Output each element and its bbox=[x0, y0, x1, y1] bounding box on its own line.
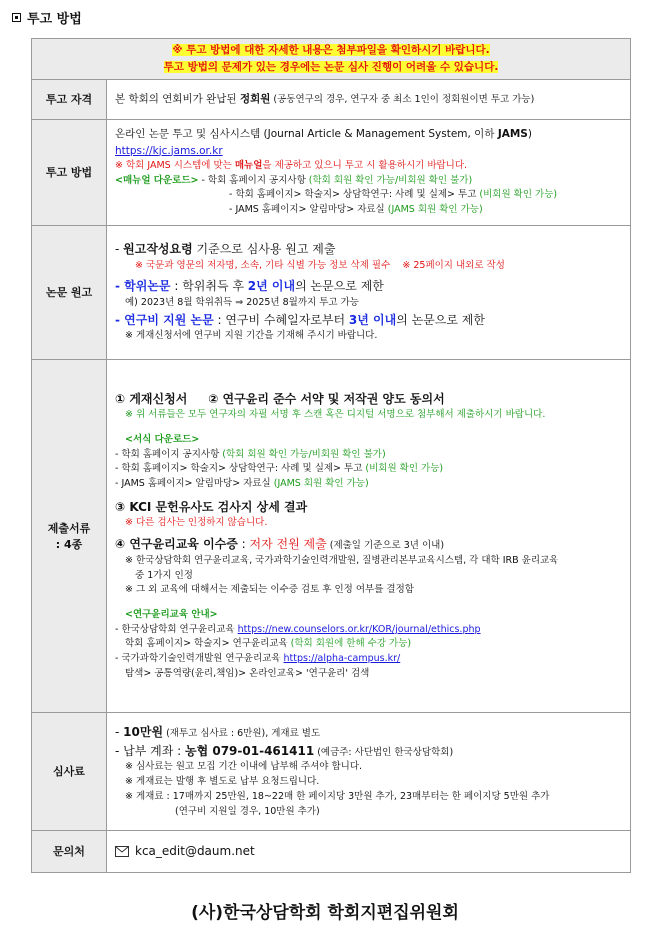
method-warning: ※ 학회 JAMS 시스템에 맞는 매뉴얼을 제공하고 있으니 투고 시 활용하시기 바랍니다. bbox=[115, 159, 468, 171]
qualification-bold: 정회원 bbox=[239, 92, 271, 105]
manual-line-1: <매뉴얼 다운로드> - 학회 홈페이지 공지사항 (학회 회원 확인 가능/비회원 확인 불가) bbox=[115, 174, 473, 186]
contact-content bbox=[107, 830, 631, 872]
jams-link[interactable]: https://kjc.jams.or.kr bbox=[115, 144, 223, 157]
row-label-method: 투고 방법 bbox=[32, 119, 107, 225]
row-label-qualification: 투고 자격 bbox=[32, 79, 107, 119]
row-label-paper: 논문 원고 bbox=[32, 225, 107, 359]
submit-items-1-2: ① 게재신청서 ② 연구윤리 준수 서약 및 저작권 양도 동의서 bbox=[115, 391, 445, 406]
row-label-contact: 문의처 bbox=[32, 830, 107, 872]
paper-note: ※ 게재신청서에 연구비 지원 기간을 기재해 주시기 바랍니다. bbox=[125, 330, 378, 342]
ethics-note-1b: 중 1가지 인정 bbox=[135, 569, 193, 581]
submission-guide-table bbox=[31, 38, 631, 873]
manual-line-3: - JAMS 홈페이지> 알림마당> 자료실 (JAMS 회원 확인 가능) bbox=[229, 204, 483, 216]
paper-content bbox=[107, 225, 631, 359]
fee-content bbox=[107, 712, 631, 830]
fee-note-2: ※ 게재료는 발행 후 별도로 납부 요청드립니다. bbox=[125, 776, 320, 788]
footer-organization: (사)한국상담학회 학회지편집위원회 bbox=[191, 903, 459, 923]
envelope-icon bbox=[115, 846, 129, 857]
qualification-note: (공동연구의 경우, 연구자 중 최소 1인이 정회원이면 투고 가능) bbox=[270, 93, 535, 105]
ethics-note-1: ※ 한국상담학회 연구윤리교육, 국가과학기술인력개발원, 질병관리본부교육시스템, 각 대학 IRB 윤리교육 bbox=[125, 554, 559, 566]
contact-email[interactable]: kca_edit@daum.net bbox=[135, 843, 255, 858]
manual-line-2: - 학회 홈페이지> 학술지> 상담학연구: 사례 및 실제> 투고 (비회원 확인 가능) bbox=[229, 189, 558, 201]
notice-line-2: 투고 방법의 문제가 있는 경우에는 논문 심사 진행이 어려울 수 있습니다. bbox=[163, 60, 499, 73]
fee-note-3: ※ 게재료 : 17매까지 25만원, 18~22매 한 페이지당 3만원 추가, 23매부터는 한 페이지당 5만원 추가 bbox=[125, 790, 550, 802]
form-line-1: - 학회 홈페이지 공지사항 (학회 회원 확인 가능/비회원 확인 불가) bbox=[115, 448, 386, 460]
method-content bbox=[107, 119, 631, 225]
row-label-submit: 제출서류 : 4종 bbox=[32, 359, 107, 712]
ethics-guide-label: <연구윤리교육 안내> bbox=[125, 608, 218, 620]
ethics-link[interactable]: https://new.counselors.or.kr/KOR/journal/ethics.php bbox=[237, 623, 481, 635]
paper-warning: ※ 국문과 영문의 저자명, 소속, 기타 식별 가능 정보 삭제 필수 ※ 25페이지 내외로 작성 bbox=[135, 259, 505, 271]
submit-item-4: ④ 연구윤리교육 이수증 : 저자 전원 제출 (제출일 기준으로 3년 이내) bbox=[115, 537, 445, 552]
submit-content bbox=[107, 359, 631, 712]
row-label-fee: 심사료 bbox=[32, 712, 107, 830]
form-download-label: <서식 다운로드> bbox=[125, 433, 200, 445]
qualification-content bbox=[107, 79, 631, 119]
guide-line-2b: 탐색> 공통역량(윤리,책임)> 온라인교육> '연구윤리' 검색 bbox=[125, 667, 370, 679]
paper-line-1: - 원고작성요령 기준으로 심사용 원고 제출 bbox=[115, 242, 336, 257]
fee-note-3b: (연구비 지원일 경우, 10만원 추가) bbox=[175, 805, 320, 817]
manual-label: <매뉴얼 다운로드> bbox=[115, 174, 199, 186]
notice-line-1: ※ 투고 방법에 대한 자세한 내용은 첨부파일을 확인하시기 바랍니다. bbox=[172, 44, 490, 56]
section-title bbox=[12, 8, 82, 27]
submit-item-3: ③ KCI 문헌유사도 검사지 상세 결과 bbox=[115, 499, 308, 514]
ethics-note-2: ※ 그 외 교육에 대해서는 제출되는 이수증 검토 후 인정 여부를 결정함 bbox=[125, 584, 414, 596]
fee-line-1: - 10만원 (재투고 심사료 : 6만원), 게재료 별도 bbox=[115, 724, 321, 739]
qualification-text: 본 학회의 연회비가 완납된 bbox=[115, 92, 240, 105]
guide-line-1b: 학회 홈페이지> 학술지> 연구윤리교육 (학회 회원에 한해 수강 가능) bbox=[125, 638, 412, 650]
method-line-1: 온라인 논문 투고 및 심사시스템 (Journal Article & Management System, 이하 JAMS) bbox=[115, 128, 532, 141]
guide-line-1: - 한국상담학회 연구윤리교육 https://new.counselors.or.kr/KOR/journal/ethics.php bbox=[115, 623, 481, 635]
form-line-2: - 학회 홈페이지> 학술지> 상담학연구: 사례 및 실제> 투고 (비회원 확인 가능) bbox=[115, 463, 444, 475]
paper-line-2: - 학위논문 : 학위취득 후 2년 이내의 논문으로 제한 bbox=[115, 279, 384, 294]
square-bullet-icon bbox=[12, 13, 21, 22]
submit-items-note: ※ 위 서류들은 모두 연구자의 자필 서명 후 스캔 혹은 디지털 서명으로 첨부해서 제출하시기 바랍니다. bbox=[125, 409, 546, 421]
alpha-campus-link[interactable]: https://alpha-campus.kr/ bbox=[283, 653, 401, 665]
notice-banner bbox=[32, 39, 631, 80]
submit-item-3-note: ※ 다른 검사는 인정하지 않습니다. bbox=[125, 517, 268, 529]
paper-line-3: - 연구비 지원 논문 : 연구비 수혜일자로부터 3년 이내의 논문으로 제한 bbox=[115, 312, 485, 327]
paper-example: 예) 2023년 8월 학위취득 ⇒ 2025년 8월까지 투고 가능 bbox=[125, 297, 359, 309]
form-line-3: - JAMS 홈페이지> 알림마당> 자료실 (JAMS 회원 확인 가능) bbox=[115, 478, 369, 490]
fee-note-1: ※ 심사료는 원고 모집 기간 이내에 납부해 주셔야 합니다. bbox=[125, 761, 363, 773]
guide-line-2: - 국가과학기술인력개발원 연구윤리교육 https://alpha-campus.kr/ bbox=[115, 653, 401, 665]
fee-line-2: - 납부 계좌 : 농협 079-01-461411 (예금주: 사단법인 한국상담학회) bbox=[115, 743, 454, 758]
section-title-text: 투고 방법 bbox=[27, 12, 82, 27]
